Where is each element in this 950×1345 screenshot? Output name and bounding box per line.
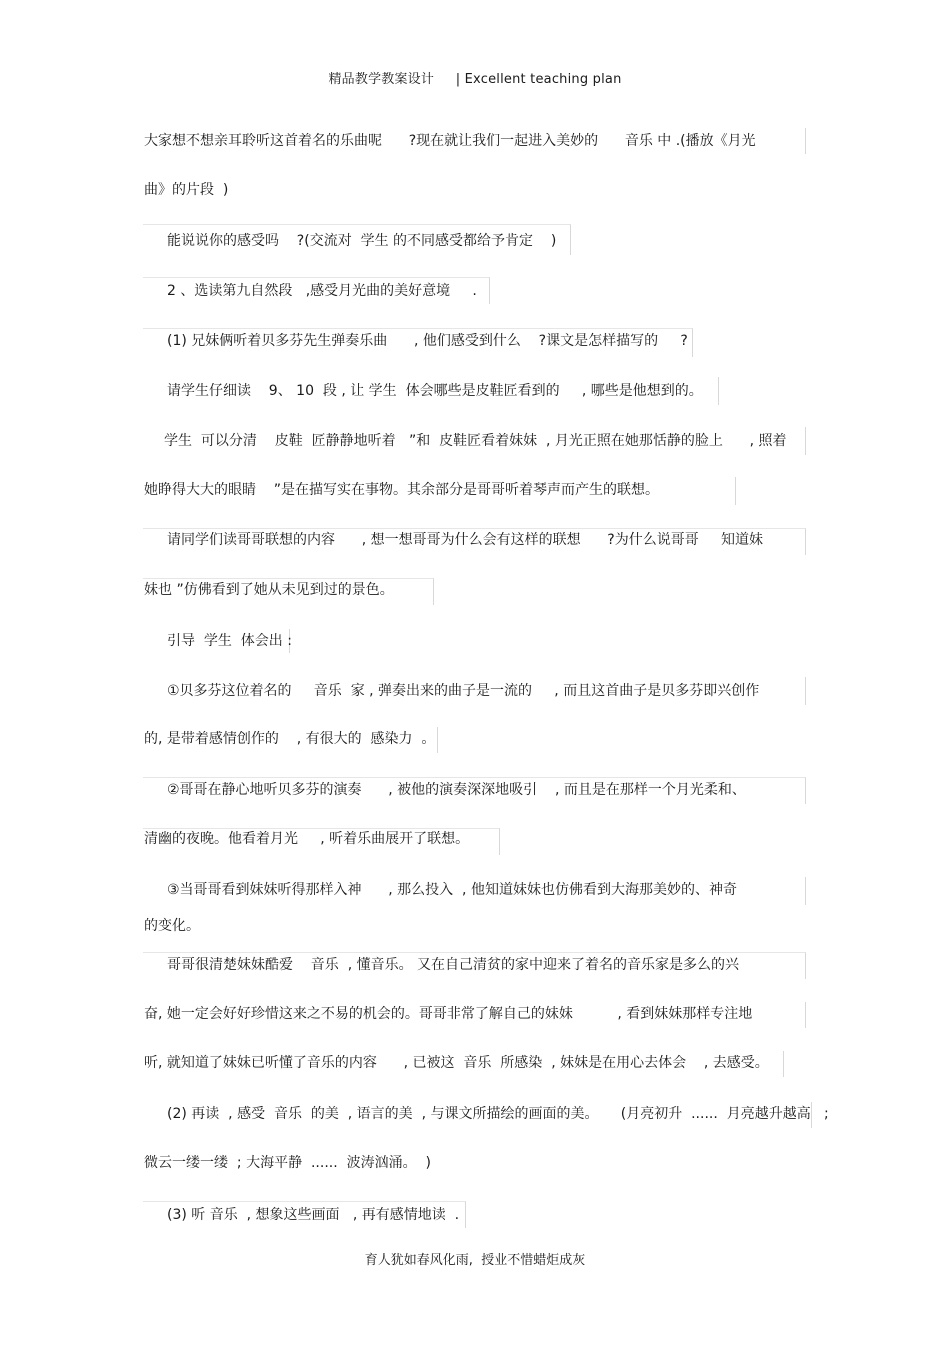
text-line: 请同学们读哥哥联想的内容 , 想一想哥哥为什么会有这样的联想 ?为什么说哥哥 知道妹 — [167, 532, 763, 548]
page-footer: 育人犹如春风化雨, 授业不惜蜡炬成灰 — [364, 1253, 586, 1268]
text-line: 的变化。 — [144, 918, 200, 934]
text-line: (1) 兄妹俩听着贝多芬先生弹奏乐曲 , 他们感受到什么 ?课文是怎样描写的 ? — [167, 333, 688, 349]
text-line: 能说说你的感受吗 ?(交流对 学生 的不同感受都给予肯定 ) — [167, 233, 557, 249]
text-line: 引导 学生 体会出 : — [167, 633, 292, 649]
text-line: ③当哥哥看到妹妹听得那样入神 , 那么投入 , 他知道妹妹也仿佛看到大海那美妙的、神奇 — [167, 882, 737, 898]
text-line: 哥哥很清楚妹妹酷爱 音乐 , 懂音乐。 又在自己清贫的家中迎来了着名的音乐家是多么的兴 — [167, 957, 740, 973]
text-line: 请学生仔细读 9、 10 段 , 让 学生 体会哪些是皮鞋匠看到的 , 哪些是他想到的。 — [167, 383, 703, 399]
text-line: 微云一缕一缕 ; 大海平静 ...... 波涛汹涌。 ) — [144, 1155, 431, 1171]
text-line: 清幽的夜晚。他看着月光 , 听着乐曲展开了联想。 — [144, 831, 470, 847]
text-line: 的, 是带着感情创作的 , 有很大的 感染力 。 — [144, 731, 436, 747]
text-line: 大家想不想亲耳聆听这首着名的乐曲呢 ?现在就让我们一起进入美妙的 音乐 中 .(播放《月光 — [144, 133, 756, 149]
text-line: 奋, 她一定会好好珍惜这来之不易的机会的。哥哥非常了解自己的妹妹 , 看到妹妹那样专注地 — [144, 1006, 753, 1022]
text-line: (2) 再读 , 感受 音乐 的美 , 语言的美 , 与课文所描绘的画面的美。 (月亮初升 ...... 月亮越升越高 ; — [167, 1106, 829, 1122]
page-header: 精品教学教案设计 | Excellent teaching plan — [328, 72, 622, 87]
text-line: 妹也 ”仿佛看到了她从未见到过的景色。 — [144, 582, 394, 598]
text-line: 学生 可以分清 皮鞋 匠静静地听着 ”和 皮鞋匠看着妹妹 , 月光正照在她那恬静的脸上 , 照着 — [164, 433, 787, 449]
text-line: ①贝多芬这位着名的 音乐 家 , 弹奏出来的曲子是一流的 , 而且这首曲子是贝多芬即兴创作 — [167, 683, 760, 699]
text-line: ②哥哥在静心地听贝多芬的演奏 , 被他的演奏深深地吸引 , 而且是在那样一个月光柔和、 — [167, 782, 746, 798]
text-line: 她睁得大大的眼睛 ”是在描写实在事物。其余部分是哥哥听着琴声而产生的联想。 — [144, 482, 660, 498]
text-line: 曲》的片段 ) — [144, 182, 229, 198]
text-line: 听, 就知道了妹妹已听懂了音乐的内容 , 已被这 音乐 所感染 , 妹妹是在用心去体会 , 去感受。 — [144, 1055, 769, 1071]
text-line: (3) 听 音乐 , 想象这些画面 , 再有感情地读 . — [167, 1207, 460, 1223]
text-line: 2 、选读第九自然段 ,感受月光曲的美好意境 . — [167, 283, 477, 299]
